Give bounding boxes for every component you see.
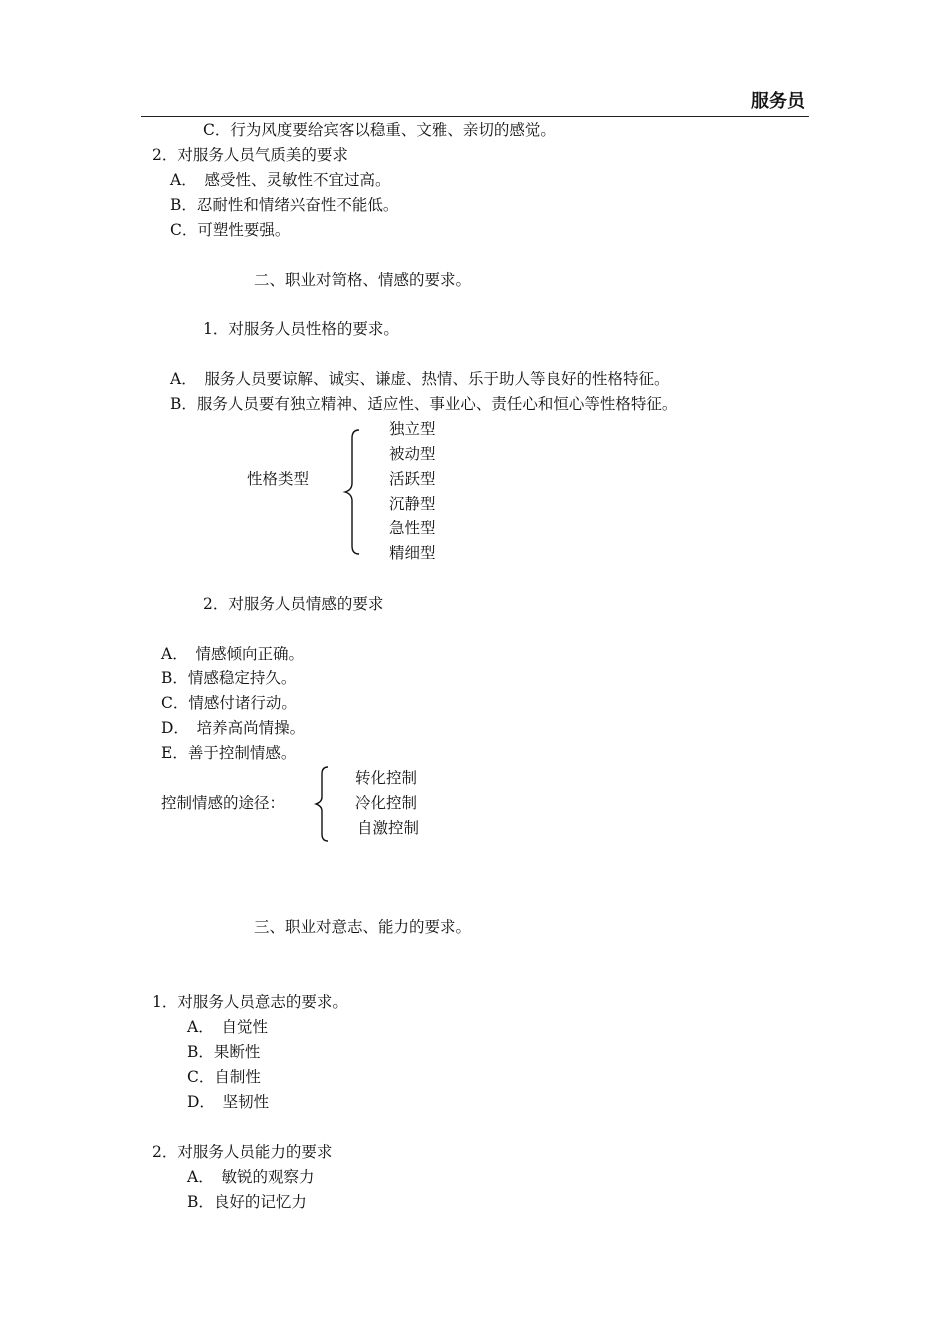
list-item: D． 培养高尚情操。 [161,719,306,737]
personality-type-item: 独立型 [389,420,436,438]
list-item: B．忍耐性和情绪兴奋性不能低。 [170,196,399,214]
emotion-control-label: 控制情感的途径： [161,794,286,812]
heading-personality: 1．对服务人员性格的要求。 [203,320,399,338]
heading-ability: 2．对服务人员能力的要求 [152,1143,333,1161]
emotion-control-item: 自激控制 [357,819,420,837]
list-item: B．情感稳定持久。 [161,669,297,687]
emotion-control-item: 转化控制 [355,769,418,787]
page-header-title: 服务员 [751,91,805,112]
personality-type-item: 沉静型 [389,495,436,513]
personality-type-item: 急性型 [389,519,436,537]
section-heading-personality-emotion: 二、职业对笥格、情感的要求。 [254,271,472,289]
list-item: A． 感受性、灵敏性不宜过高。 [170,171,391,189]
list-item: C．自制性 [187,1068,261,1086]
personality-types-label: 性格类型 [247,470,310,488]
heading-will: 1．对服务人员意志的要求。 [152,993,348,1011]
heading-emotion: 2．对服务人员情感的要求 [203,595,384,613]
personality-type-item: 活跃型 [389,470,436,488]
list-item: C．情感付诸行动。 [161,694,297,712]
list-item: A． 服务人员要谅解、诚实、谦虚、热情、乐于助人等良好的性格特征。 [170,370,670,388]
header-rule [141,116,809,117]
personality-type-item: 被动型 [389,445,436,463]
list-item: B．果断性 [187,1043,261,1061]
heading-temperament: 2．对服务人员气质美的要求 [152,146,348,164]
emotion-control-item: 冷化控制 [355,794,418,812]
left-brace [342,428,364,556]
list-item: B．良好的记忆力 [187,1193,307,1211]
list-item: A． 自觉性 [187,1018,268,1036]
list-item: A． 情感倾向正确。 [161,645,304,663]
list-item: C．可塑性要强。 [170,221,291,239]
section-heading-will-ability: 三、职业对意志、能力的要求。 [254,918,472,936]
left-brace [313,765,333,843]
personality-type-item: 精细型 [389,544,436,562]
list-item: E．善于控制情感。 [161,744,297,762]
list-item: A． 敏锐的观察力 [187,1168,315,1186]
line-behavior-style: C．行为风度要给宾客以稳重、文雅、亲切的感觉。 [203,121,556,139]
list-item: D． 坚韧性 [187,1093,270,1111]
list-item: B．服务人员要有独立精神、适应性、事业心、责任心和恒心等性格特征。 [170,395,678,413]
